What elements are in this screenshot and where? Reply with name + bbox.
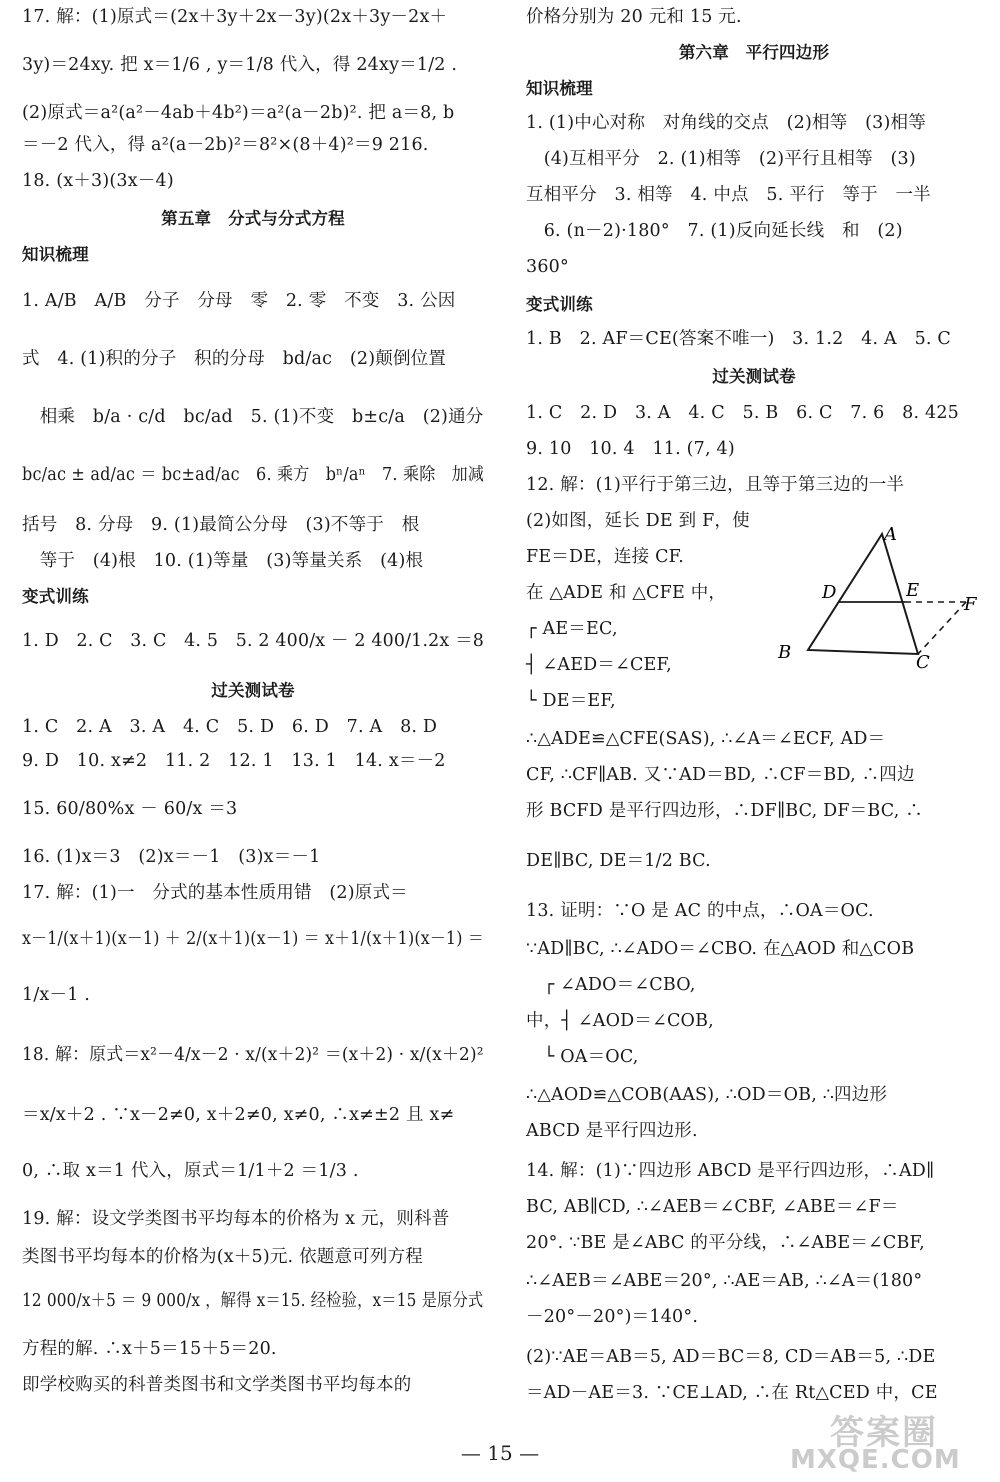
text-line: 6. (n－2)·180° 7. (1)反向延长线 和 (2) [526, 221, 903, 241]
watermark-bottom: MXQE.COM [790, 1445, 961, 1475]
text-line: 价格分别为 20 元和 15 元. [526, 7, 742, 27]
text-line: 类图书平均每本的价格为(x＋5)元. 依题意可列方程 [22, 1247, 423, 1267]
text-line: ┤ ∠AED＝∠CEF, [526, 655, 672, 675]
text-line: DE∥BC, DE＝1/2 BC. [526, 851, 711, 871]
text-line: 互相平分 3. 相等 4. 中点 5. 平行 等于 一半 [526, 185, 931, 205]
text-line: 方程的解. ∴x＋5＝15＋5＝20. [22, 1339, 277, 1359]
text-line: 9. 10 10. 4 11. (7, 4) [526, 439, 735, 459]
text-line: 14. 解：(1)∵四边形 ABCD 是平行四边形，∴AD∥ [526, 1161, 935, 1181]
text-line: 360° [526, 257, 569, 277]
text-line: 12 000/x＋5 ＝ 9 000/x ，解得 x＝15. 经检验，x＝15 是原分式 [22, 1291, 484, 1311]
section-heading: 变式训练 [22, 587, 89, 606]
section-heading: 过关测试卷 [211, 681, 295, 700]
section-heading: 变式训练 [526, 295, 593, 314]
label-f: F [964, 594, 977, 615]
text-line: ┌ AE＝EC, [526, 619, 618, 639]
text-line: FE＝DE，连接 CF. [526, 547, 685, 567]
text-line: (2)原式＝a²(a²－4ab＋4b²)＝a²(a－2b)². 把 a＝8, b [22, 103, 455, 123]
text-line: 17. 解：(1)原式＝(2x＋3y＋2x－3y)(2x＋3y－2x＋ [22, 7, 448, 27]
text-line: 15. 60/80%x － 60/x ＝3 [22, 799, 238, 819]
text-line: 1. D 2. C 3. C 4. 5 5. 2 400/x － 2 400/1.2x ＝8 [22, 631, 485, 651]
text-line: ＝AD－AE＝3. ∵CE⊥AD, ∴在 Rt△CED 中，CE [526, 1383, 938, 1403]
text-line: 20°. ∵BE 是∠ABC 的平分线，∴∠ABE＝∠CBF, [526, 1233, 925, 1253]
text-line: ＝－2 代入，得 a²(a－2b)²＝8²×(8＋4)²＝9 216. [22, 135, 429, 155]
text-line: 1. B 2. AF＝CE(答案不唯一) 3. 1.2 4. A 5. C [526, 329, 952, 349]
page-number: — 15 — [460, 1441, 540, 1465]
text-line: ∴△AOD≌△COB(AAS), ∴OD＝OB, ∴四边形 [526, 1085, 888, 1105]
text-line: CF, ∴CF∥AB. 又∵AD＝BD, ∴CF＝BD, ∴四边 [526, 765, 915, 785]
text-line: 式 4. (1)积的分子 积的分母 bd/ac (2)颠倒位置 [22, 349, 447, 369]
text-line: bc/ac ± ad/ac ＝ bc±ad/ac 6. 乘方 bⁿ/aⁿ 7. 乘除 加减 [22, 465, 485, 485]
text-line: 19. 解：设文学类图书平均每本的价格为 x 元，则科普 [22, 1209, 450, 1229]
label-e: E [906, 580, 920, 601]
section-heading: 知识梳理 [22, 245, 89, 264]
text-line: 17. 解：(1)一 分式的基本性质用错 (2)原式＝ [22, 883, 408, 903]
text-line: 在 △ADE 和 △CFE 中， [526, 583, 727, 603]
text-line: 形 BCFD 是平行四边形，∴DF∥BC, DF＝BC, ∴ [526, 801, 923, 821]
text-line: 1. (1)中心对称 对角线的交点 (2)相等 (3)相等 [526, 113, 926, 133]
text-line: 9. D 10. x≠2 11. 2 12. 1 13. 1 14. x＝－2 [22, 751, 446, 771]
text-line: (4)互相平分 2. (1)相等 (2)平行且相等 (3) [526, 149, 916, 169]
text-line: (2)∵AE＝AB＝5, AD＝BC＝8, CD＝AB＝5, ∴DE [526, 1347, 936, 1367]
label-c: C [916, 652, 930, 670]
text-line: 1. C 2. D 3. A 4. C 5. B 6. C 7. 6 8. 425 [526, 403, 960, 423]
section-heading: 过关测试卷 [712, 367, 796, 386]
text-line: ∵AD∥BC, ∴∠ADO＝∠CBO. 在△AOD 和△COB [526, 939, 915, 959]
text-line: 18. (x＋3)(3x－4) [22, 171, 174, 191]
section-heading: 第五章 分式与分式方程 [161, 209, 345, 228]
section-heading: 知识梳理 [526, 79, 593, 98]
text-line: ＝x/x＋2 . ∵x－2≠0, x＋2≠0, x≠0, ∴x≠±2 且 x≠ [22, 1105, 455, 1125]
text-line: 中，┤ ∠AOD＝∠COB, [526, 1011, 714, 1031]
text-line: 相乘 b/a · c/d bc/ad 5. (1)不变 b±c/a (2)通分 [22, 407, 484, 427]
text-line: (2)如图，延长 DE 到 F，使 [526, 511, 750, 531]
text-line: x－1/(x＋1)(x－1) ＋ 2/(x＋1)(x－1) ＝ x＋1/(x＋1)(x－1) ＝ [22, 929, 484, 949]
text-line: 1. C 2. A 3. A 4. C 5. D 6. D 7. A 8. D [22, 717, 438, 737]
watermark [790, 1405, 995, 1477]
text-line: BC, AB∥CD, ∴∠AEB＝∠CBF, ∠ABE＝∠F＝ [526, 1197, 899, 1217]
text-line: 12. 解：(1)平行于第三边，且等于第三边的一半 [526, 475, 905, 495]
text-line: 13. 证明：∵O 是 AC 的中点，∴OA＝OC. [526, 901, 874, 921]
text-line: 即学校购买的科普类图书和文学类图书平均每本的 [22, 1375, 412, 1395]
text-line: 18. 解：原式＝x²－4/x－2 · x/(x＋2)² ＝(x＋2) · x/(x＋2)² [22, 1045, 484, 1065]
text-line: ┌ ∠ADO＝∠CBO, [526, 975, 696, 995]
text-line: 1/x－1 . [22, 985, 91, 1005]
text-line: 1. A/B A/B 分子 分母 零 2. 零 不变 3. 公因 [22, 291, 456, 311]
text-line: 16. (1)x＝3 (2)x＝－1 (3)x＝－1 [22, 847, 321, 867]
text-line: └ DE＝EF, [526, 691, 616, 711]
text-line: ABCD 是平行四边形. [526, 1121, 698, 1141]
triangle-figure [770, 520, 990, 670]
section-heading: 第六章 平行四边形 [678, 43, 830, 62]
text-line: 3y)＝24xy. 把 x＝1/6 , y＝1/8 代入，得 24xy＝1/2 . [22, 55, 458, 75]
text-line: ∴△ADE≌△CFE(SAS), ∴∠A＝∠ECF, AD＝ [526, 729, 886, 749]
text-line: 0, ∴取 x＝1 代入，原式＝1/1＋2 ＝1/3 . [22, 1161, 359, 1181]
text-line: └ OA＝OC, [526, 1047, 639, 1067]
text-line: 等于 (4)根 10. (1)等量 (3)等量关系 (4)根 [22, 551, 424, 571]
label-d: D [822, 582, 837, 603]
text-line: ∴∠AEB＝∠ABE＝20°, ∴AE＝AB, ∴∠A＝(180° [526, 1271, 923, 1291]
text-line: 括号 8. 分母 9. (1)最简公分母 (3)不等于 根 [22, 515, 420, 535]
watermark-top: 答案圈 [830, 1413, 938, 1453]
label-a: A [884, 524, 897, 545]
segment-cf-dashed [918, 602, 966, 654]
label-b: B [778, 642, 792, 663]
text-line: －20°－20°)＝140°. [526, 1307, 699, 1327]
